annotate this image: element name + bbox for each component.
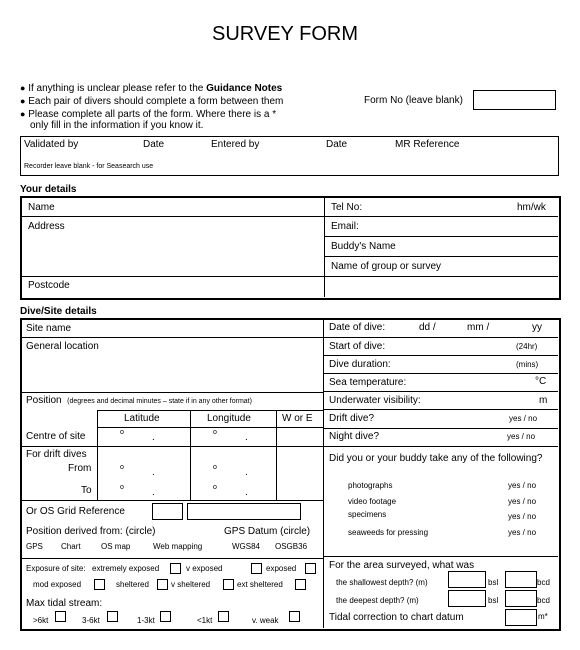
divider	[324, 446, 558, 447]
option-osgb36[interactable]: OSGB36	[275, 542, 308, 551]
buddy-name-label: Buddy's Name	[331, 241, 396, 252]
checkbox-sheltered[interactable]	[157, 579, 168, 590]
os-grid-field-2[interactable]	[187, 503, 301, 520]
divider	[324, 197, 325, 297]
decimal-point: .	[245, 432, 248, 443]
drift-dives-label: For drift dives	[26, 449, 87, 460]
shallowest-bsl-field[interactable]	[448, 571, 486, 588]
exposure-exposed: exposed	[266, 564, 297, 573]
tidal-correction-label: Tidal correction to chart datum	[329, 612, 464, 623]
degree-mark: o	[120, 484, 124, 491]
exposure-extremely-exposed: extremely exposed	[92, 564, 160, 573]
max-tidal-label: Max tidal stream:	[26, 598, 103, 609]
decimal-point: .	[152, 487, 155, 498]
entered-by-label: Entered by	[211, 139, 260, 150]
night-dive-label: Night dive?	[329, 431, 380, 442]
divider	[21, 337, 323, 338]
yy-label: yy	[532, 322, 542, 333]
24hr-label: (24hr)	[516, 342, 538, 351]
specimens-yes-no[interactable]: yes / no	[508, 512, 537, 521]
postcode-field-label: Postcode	[28, 280, 70, 291]
checkbox-exposed[interactable]	[305, 563, 316, 574]
night-dive-yes-no[interactable]: yes / no	[507, 432, 536, 441]
degree-mark: o	[120, 464, 124, 471]
latitude-header: Latitude	[124, 413, 160, 424]
os-grid-label: Or OS Grid Reference	[26, 506, 125, 517]
dive-site-heading: Dive/Site details	[20, 306, 97, 317]
divider	[276, 410, 277, 500]
exposure-text: Exposure of site:	[26, 564, 86, 573]
bcd-label: bcd	[537, 596, 550, 605]
photo-item-specimens: specimens	[348, 510, 387, 519]
checkbox-gt6kt[interactable]	[55, 611, 66, 622]
underwater-visibility-label: Underwater visibility:	[329, 395, 421, 406]
photo-item-seaweeds: seaweeds for pressing	[348, 528, 429, 537]
general-location-label: General location	[26, 341, 99, 352]
option-chart[interactable]: Chart	[61, 542, 81, 551]
dd-label: dd /	[419, 322, 436, 333]
validated-by-label: Validated by	[24, 139, 79, 150]
position-text: Position	[26, 395, 62, 406]
divider	[325, 276, 558, 277]
divider	[324, 409, 558, 410]
group-name-label: Name of group or survey	[331, 261, 442, 272]
bullet-icon: ●	[20, 83, 26, 93]
hm-wk-label: hm/wk	[517, 202, 546, 213]
divider	[325, 236, 558, 237]
w-or-e-header: W or E	[282, 413, 313, 424]
bsl-label: bsl	[488, 596, 499, 605]
date-label: Date	[143, 139, 165, 150]
deepest-bcd-field[interactable]	[505, 590, 537, 607]
metres-label: m	[539, 395, 548, 406]
shallowest-bcd-field[interactable]	[505, 571, 537, 588]
drift-dive-label: Drift dive?	[329, 413, 375, 424]
exposure-v-sheltered: v sheltered	[171, 580, 211, 589]
divider	[323, 319, 324, 628]
option-web-mapping[interactable]: Web mapping	[153, 542, 203, 551]
checkbox-lt1kt[interactable]	[218, 611, 229, 622]
divider	[325, 256, 558, 257]
decimal-point: .	[152, 432, 155, 443]
decimal-point: .	[152, 467, 155, 478]
to-label: To	[81, 485, 92, 496]
tel-field-label: Tel No:	[331, 202, 363, 213]
tidal-3-6kt: 3-6kt	[82, 616, 100, 625]
degree-mark: o	[213, 484, 217, 491]
checkbox-v-sheltered[interactable]	[223, 579, 234, 590]
divider	[324, 355, 558, 356]
seaweeds-yes-no[interactable]: yes / no	[508, 528, 537, 537]
name-field-label: Name	[28, 202, 55, 213]
bullet-icon: ●	[20, 109, 26, 119]
photo-item-photographs: photographs	[348, 481, 393, 490]
gps-datum-label: GPS Datum (circle)	[224, 526, 311, 537]
degree-mark: o	[213, 464, 217, 471]
divider	[21, 500, 323, 501]
decimal-point: .	[245, 487, 248, 498]
divider	[21, 558, 323, 559]
photo-question: Did you or your buddy take any of the following?	[329, 453, 543, 464]
degree-mark: o	[213, 429, 217, 436]
tidal-correction-field[interactable]	[505, 609, 537, 626]
divider	[21, 216, 324, 217]
divider	[21, 392, 323, 393]
position-derived-label: Position derived from: (circle)	[26, 526, 156, 537]
checkbox-extremely-exposed[interactable]	[170, 563, 181, 574]
form-no-field[interactable]	[473, 90, 556, 110]
checkbox-v-weak[interactable]	[289, 611, 300, 622]
note-text: Each pair of divers should complete a form between them	[28, 96, 284, 107]
address-field-label: Address	[28, 221, 65, 232]
tidal-v-weak: v. weak	[252, 616, 279, 625]
date-of-dive-label: Date of dive:	[329, 322, 386, 333]
m-star-label: m*	[538, 612, 548, 621]
from-label: From	[68, 463, 92, 474]
divider	[97, 410, 323, 411]
exposure-mod-exposed: mod exposed	[33, 580, 82, 589]
note-text: If anything is unclear please refer to the	[28, 83, 207, 94]
tidal-gt6kt: >6kt	[33, 616, 49, 625]
divider	[190, 410, 191, 500]
option-os-map[interactable]: OS map	[101, 542, 131, 551]
guidance-notes-link[interactable]: Guidance Notes	[206, 83, 283, 94]
your-details-table	[20, 196, 561, 300]
deepest-bsl-field[interactable]	[448, 590, 486, 607]
divider	[324, 337, 558, 338]
bsl-label: bsl	[488, 578, 499, 587]
option-gps[interactable]: GPS	[26, 542, 43, 551]
exposure-ext-sheltered: ext sheltered	[237, 580, 283, 589]
divider	[324, 556, 558, 557]
divider	[97, 410, 98, 500]
checkbox-3-6kt[interactable]	[107, 611, 118, 622]
option-wgs84[interactable]: WGS84	[232, 542, 261, 551]
position-label	[26, 395, 252, 407]
page-title: SURVEY FORM	[212, 23, 358, 45]
divider	[324, 428, 558, 429]
dive-duration-label: Dive duration:	[329, 359, 391, 370]
checkbox-1-3kt[interactable]	[160, 611, 171, 622]
note-text: Please complete all parts of the form. Where there is a *	[28, 109, 277, 120]
checkbox-ext-sheltered[interactable]	[295, 579, 306, 590]
divider	[21, 276, 324, 277]
divider	[325, 216, 558, 217]
bullet-icon: ●	[20, 96, 26, 106]
mins-label: (mins)	[516, 360, 539, 369]
checkbox-mod-exposed[interactable]	[94, 579, 105, 590]
site-name-label: Site name	[26, 323, 72, 334]
video-yes-no[interactable]: yes / no	[508, 497, 537, 506]
email-field-label: Email:	[331, 221, 359, 232]
divider	[97, 427, 323, 428]
photo-item-video: video footage	[348, 497, 397, 506]
area-surveyed-label: For the area surveyed, what was	[329, 560, 475, 571]
shallowest-depth-label: the shallowest depth? (m)	[336, 578, 428, 587]
decimal-point: .	[245, 467, 248, 478]
exposure-label	[26, 564, 86, 574]
date-label: Date	[326, 139, 348, 150]
exposure-sheltered: sheltered	[116, 580, 149, 589]
deepest-depth-label: the deepest depth? (m)	[336, 596, 419, 605]
tidal-1-3kt: 1-3kt	[137, 616, 155, 625]
degree-mark: o	[120, 429, 124, 436]
note-line-1	[20, 82, 282, 95]
form-no-label: Form No (leave blank)	[364, 95, 463, 106]
photographs-yes-no[interactable]: yes / no	[508, 481, 537, 490]
bcd-label: bcd	[537, 578, 550, 587]
divider	[324, 391, 558, 392]
temp-unit-label: °C	[535, 376, 547, 387]
your-details-heading: Your details	[20, 184, 77, 195]
drift-dive-yes-no[interactable]: yes / no	[509, 414, 538, 423]
centre-of-site-label: Centre of site	[26, 431, 86, 442]
os-grid-field-1[interactable]	[152, 503, 183, 520]
exposure-v-exposed: v exposed	[186, 564, 223, 573]
mm-label: mm /	[467, 322, 490, 333]
tidal-lt1kt: <1kt	[197, 616, 213, 625]
checkbox-v-exposed[interactable]	[251, 563, 262, 574]
divider	[324, 373, 558, 374]
longitude-header: Longitude	[207, 413, 251, 424]
divider	[21, 446, 323, 447]
recorder-note: Recorder leave blank - for Seasearch use	[24, 163, 154, 170]
start-of-dive-label: Start of dive:	[329, 341, 386, 352]
mr-reference-label: MR Reference	[395, 139, 460, 150]
note-line-2	[20, 95, 283, 108]
note-line-4: only fill in the information if you know it.	[30, 120, 204, 131]
sea-temperature-label: Sea temperature:	[329, 377, 407, 388]
position-note: (degrees and decimal minutes – state if in any other format)	[67, 398, 252, 405]
